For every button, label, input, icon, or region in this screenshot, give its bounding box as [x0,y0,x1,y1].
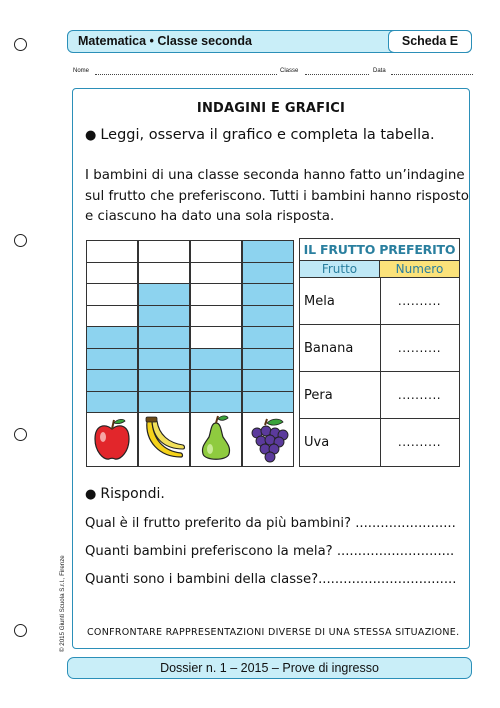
binder-hole-2 [14,234,27,247]
bar-cell-banana [138,326,190,349]
table-row [300,325,459,372]
bar-cell-mela [86,326,138,349]
rispondi-text: Rispondi. [100,486,165,502]
bar-cell-banana [138,262,190,285]
bar-cell-banana [138,391,190,414]
bar-cell-uva [242,262,294,285]
answer-section-heading [85,486,165,502]
class-label: Classe [280,68,299,74]
bar-cell-pera [190,262,242,285]
binder-hole-3 [14,428,27,441]
date-field[interactable] [391,74,473,75]
bar-cell-mela [86,305,138,328]
bar-cell-mela [86,283,138,306]
number-field[interactable]: .......... [397,435,442,449]
pear-icon [191,413,241,466]
table-row [300,372,459,419]
name-label: Nome [73,68,90,74]
grapes-icon [243,413,293,466]
table-row [300,278,459,325]
bar-cell-banana [138,305,190,328]
instruction-text: Leggi, osserva il grafico e completa la tabella. [100,127,435,143]
bar-cell-banana [138,348,190,371]
bar-cell-pera [190,369,242,392]
bar-cell-banana [138,369,190,392]
instruction [85,127,435,143]
table-title: IL FRUTTO PREFERITO [300,239,459,261]
header-bar [67,30,472,53]
bar-cell-uva [242,326,294,349]
column-header-number: Numero [380,261,459,278]
fruit-cell: Mela [304,294,335,309]
apple-icon [87,413,137,466]
bar-cell-uva [242,369,294,392]
frequency-table [299,238,460,467]
number-field[interactable]: .......... [397,341,442,355]
number-field[interactable]: .......... [397,388,442,402]
bar-cell-uva [242,305,294,328]
footer-bar: Dossier n. 1 – 2015 – Prove di ingresso [67,657,472,679]
icon-cell-apple [86,412,138,467]
bar-cell-mela [86,391,138,414]
binder-hole-1 [14,38,27,51]
name-field[interactable] [95,74,277,75]
bullet-icon: ● [85,487,97,502]
icon-cell-grapes [242,412,294,467]
question-2[interactable]: Quanti bambini preferiscono la mela? ............................ [85,544,455,559]
table-row [300,419,459,466]
fruit-cell: Banana [304,341,354,356]
bar-cell-pera [190,348,242,371]
question-3[interactable]: Quanti sono i bambini della classe?................................. [85,572,457,587]
number-field[interactable]: .......... [397,294,442,308]
pictogram-chart [86,240,294,467]
fruit-cell: Uva [304,435,330,450]
bar-cell-banana [138,240,190,263]
bar-cell-uva [242,283,294,306]
bar-cell-pera [190,283,242,306]
icon-cell-banana [138,412,190,467]
bar-cell-pera [190,240,242,263]
fruit-cell: Pera [304,388,333,403]
problem-text: I bambini di una classe seconda hanno fatto un’indagine sul frutto che preferiscono. Tutti i bambini hanno risposto e ciascuno ha dato una sola risposta. [85,168,470,224]
bullet-icon: ● [85,128,97,143]
date-label: Data [373,68,386,74]
worksheet [72,88,470,649]
copyright-notice: © 2015 Giunti Scuola S.r.l., Firenze [59,555,66,652]
bar-cell-uva [242,391,294,414]
bar-cell-mela [86,369,138,392]
bar-cell-pera [190,391,242,414]
column-header-fruit: Frutto [300,261,380,278]
page-title: INDAGINI E GRAFICI [196,101,346,116]
bar-cell-pera [190,326,242,349]
bar-cell-uva [242,240,294,263]
bar-cell-uva [242,348,294,371]
question-1[interactable]: Qual è il frutto preferito da più bambini? ........................ [85,516,456,531]
learning-goal-note: CONFRONTARE RAPPRESENTAZIONI DIVERSE DI UNA STESSA SITUAZIONE. [87,627,460,638]
bar-cell-mela [86,262,138,285]
icon-cell-pear [190,412,242,467]
bar-cell-pera [190,305,242,328]
bar-cell-mela [86,240,138,263]
sheet-label: Scheda E [388,30,472,53]
binder-hole-4 [14,624,27,637]
class-field[interactable] [305,74,369,75]
banana-icon [139,413,189,466]
bar-cell-banana [138,283,190,306]
bar-cell-mela [86,348,138,371]
subject-label: Matematica • Classe seconda [78,34,252,48]
